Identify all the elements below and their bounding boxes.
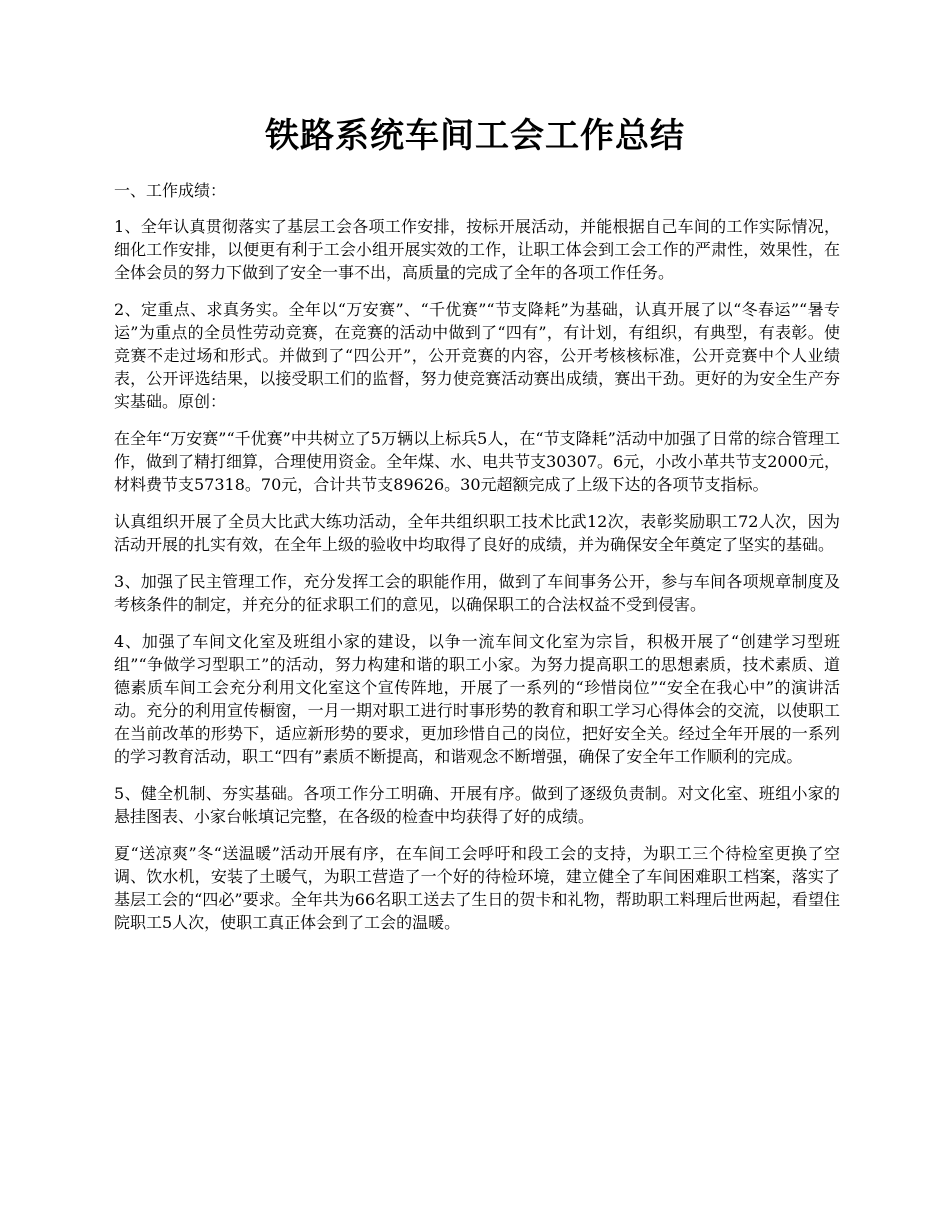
document-body [114,180,840,948]
document-title: 铁路系统车间工会工作总结 [265,116,685,156]
paragraph-8: 夏“送凉爽”冬“送温暖”活动开展有序，在车间工会呼吁和段工会的支持，为职工三个待检室更换了空调、饮水机，安装了土暖气，为职工营造了一个好的待检环境，建立健全了车间困难职工档案，落实了基层工会的“四必”要求。全年共为66名职工送去了生日的贺卡和礼物，帮助职工料理后世两起，看望住院职工5人次，使职工真正体会到了工会的温暖。 [114,844,840,932]
paragraph-4: 认真组织开展了全员大比武大练功活动，全年共组织职工技术比武12次，表彰奖励职工72人次，因为活动开展的扎实有效，在全年上级的验收中均取得了良好的成绩，并为确保安全年奠定了坚实的基础。 [114,512,840,554]
section-heading: 一、工作成绩： [114,181,227,200]
paragraph-1: 1、全年认真贯彻落实了基层工会各项工作安排，按标开展活动，并能根据自己车间的工作实际情况，细化工作安排，以便更有利于工会小组开展实效的工作，让职工体会到工会工作的严肃性，效果性，在全体会员的努力下做到了安全一事不出，高质量的完成了全年的各项工作任务。 [114,217,840,282]
paragraph-6: 4、加强了车间文化室及班组小家的建设，以争一流车间文化室为宗旨，积极开展了“创建学习型班组”“争做学习型职工”的活动，努力构建和谐的职工小家。为努力提高职工的思想素质，技术素质、道德素质车间工会充分利用文化室这个宣传阵地，开展了一系列的“珍惜岗位”“安全在我心中”的演讲活动。充分的利用宣传橱窗，一月一期对职工进行时事形势的教育和职工学习心得体会的交流，以使职工在当前改革的形势下，适应新形势的要求，更加珍惜自己的岗位，把好安全关。经过全年开展的一系列的学习教育活动，职工“四有”素质不断提高，和谐观念不断增强，确保了安全年工作顺利的完成。 [114,632,840,766]
paragraph-3: 在全年“万安赛”“千优赛”中共树立了5万辆以上标兵5人，在“节支降耗”活动中加强了日常的综合管理工作，做到了精打细算，合理使用资金。全年煤、水、电共节支30307。6元，小改小革共节支2000元，材料费节支57318。70元，合计共节支89626。30元超额完成了上级下达的各项节支指标。 [114,429,840,494]
paragraph-7: 5、健全机制、夯实基础。各项工作分工明确、开展有序。做到了逐级负责制。对文化室、班组小家的悬挂图表、小家台帐填记完整，在各级的检查中均获得了好的成绩。 [114,784,840,826]
paragraph-5: 3、加强了民主管理工作，充分发挥工会的职能作用，做到了车间事务公开，参与车间各项规章制度及考核条件的制定，并充分的征求职工们的意见，以确保职工的合法权益不受到侵害。 [114,572,840,614]
paragraph-2: 2、定重点、求真务实。全年以“万安赛”、“千优赛”“节支降耗”为基础，认真开展了以“冬春运”“暑专运”为重点的全员性劳动竞赛，在竞赛的活动中做到了“四有”，有计划，有组织，有典型，有表彰。使竞赛不走过场和形式。并做到了“四公开”，公开竞赛的内容，公开考核核标准，公开竞赛中个人业绩表，公开评选结果，以接受职工们的监督，努力使竞赛活动赛出成绩，赛出干劲。更好的为安全生产夯实基础。原创： [114,300,840,411]
